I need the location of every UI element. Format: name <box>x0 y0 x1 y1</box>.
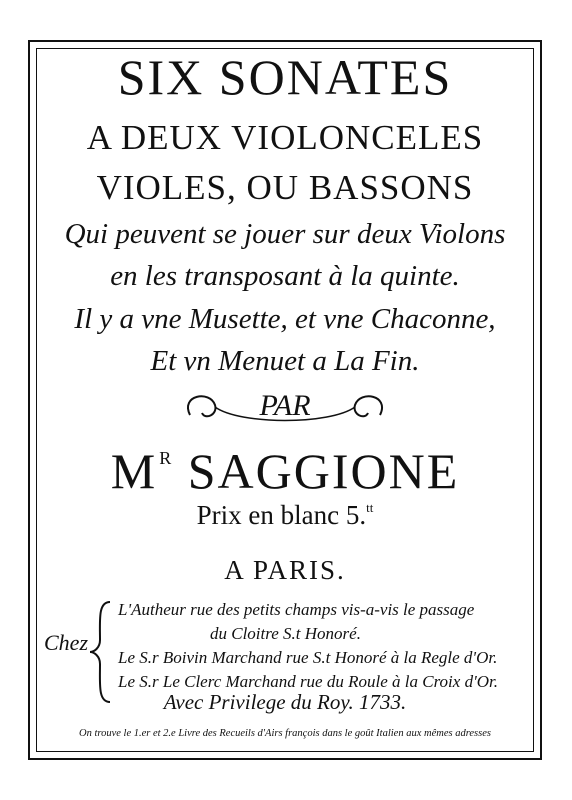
title-word-six: SIX <box>117 49 205 105</box>
title-line-6: Il y a vne Musette, et vne Chaconne, <box>74 303 496 335</box>
privilege-line: Avec Privilege du Roy. 1733. <box>163 690 407 714</box>
title-line-7: Et vn Menuet a La Fin. <box>150 345 420 377</box>
footer-note: On trouve le 1.er et 2.e Livre des Recueils d'Airs françois dans le goût Italien aux mêmes adresses <box>79 728 491 739</box>
author-line <box>36 442 534 500</box>
title-line-1 <box>36 48 534 106</box>
title-word-sonates: SONATES <box>218 49 453 105</box>
city: A PARIS. <box>224 555 346 585</box>
author-name: SAGGIONE <box>187 443 460 499</box>
flourish-icon <box>180 385 390 435</box>
title-line-4: Qui peuvent se jouer sur deux Violons <box>64 218 506 250</box>
price-line <box>36 500 534 531</box>
calligraphic-par-ornament <box>36 385 534 437</box>
title-line-5: en les transposant à la quinte. <box>110 260 460 292</box>
author-prefix-sup: R <box>159 448 174 468</box>
chez-label: Chez <box>44 630 88 655</box>
seller-line-3: Le S.r Boivin Marchand rue S.t Honoré à la Regle d'Or. <box>118 648 498 667</box>
seller-line-1: L'Autheur rue des petits champs vis-a-vis le passage <box>118 600 475 619</box>
title-line-2: A DEUX VIOLONCELES <box>86 118 484 157</box>
author-prefix: M <box>110 443 158 499</box>
price-text: Prix en blanc 5. <box>196 500 367 530</box>
curly-brace-icon <box>88 600 114 704</box>
seller-line-2: du Cloitre S.t Honoré. <box>210 624 361 643</box>
price-unit: tt <box>366 500 374 515</box>
title-line-3: VIOLES, OU BASSONS <box>96 168 474 207</box>
seller-line-4: Le S.r Le Clerc Marchand rue du Roule à la Croix d'Or. <box>118 672 498 691</box>
ornament-text: PAR <box>259 389 311 422</box>
